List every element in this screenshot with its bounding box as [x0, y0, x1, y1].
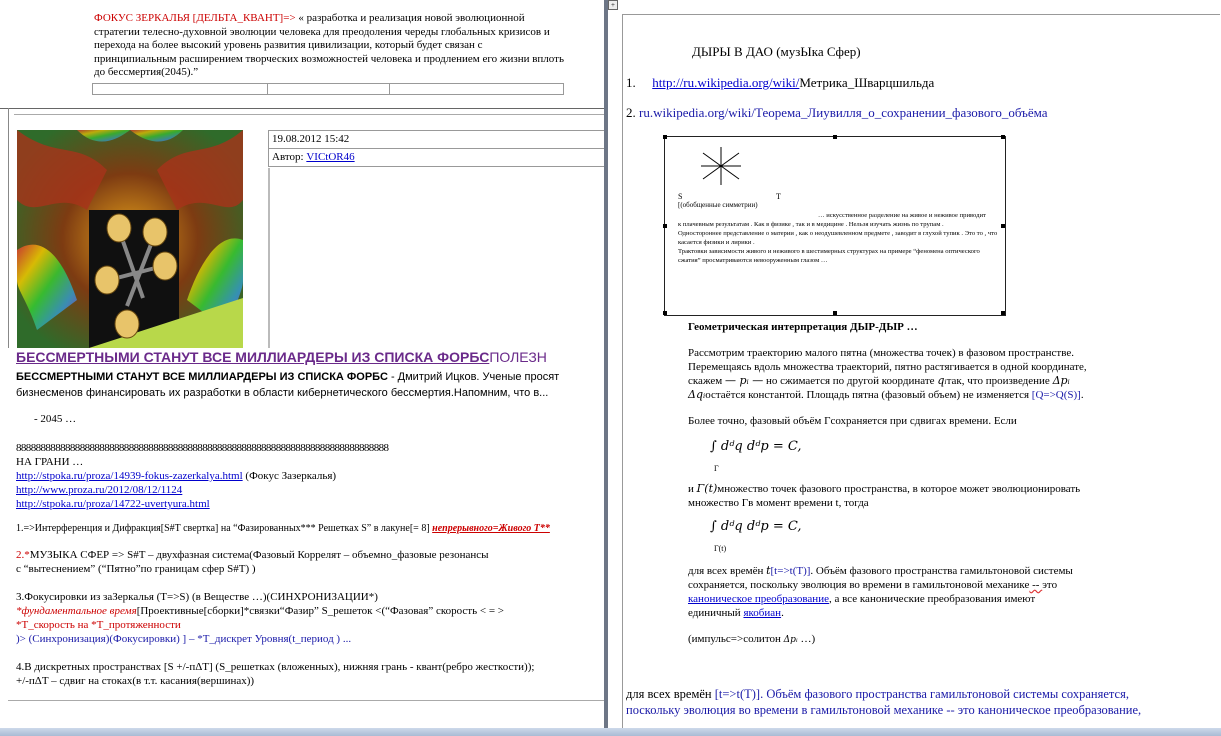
item-3-red: *фундаментальное время	[16, 605, 137, 617]
geo-p2: Более точно, фазовый объём Γсохраняется при сдвигах времени. Если	[688, 415, 1017, 427]
geo-title: Геометрическая интерпретация ДЫР-ДЫР …	[688, 321, 918, 333]
link-uvertyura[interactable]: http://stpoka.ru/proza/14722-uvertyura.html	[16, 498, 210, 510]
headline-tail: ПОЛЕЗН	[489, 349, 547, 365]
geo-p4-dash: --	[1029, 579, 1043, 591]
links-block	[16, 441, 604, 511]
page-title: ДЫРЫ В ДАО (музЫка Сфер)	[692, 44, 861, 59]
formula-2	[710, 520, 1088, 554]
item-4	[16, 660, 604, 688]
taskbar[interactable]	[0, 728, 1221, 736]
geo-paragraph-3	[688, 482, 1088, 510]
item-4-line1: 4.В дискретных пространствах [S +/-пΔT] (S_решетках (вложенных), нижняя грань - квант(ребро жесткости));	[16, 661, 535, 673]
table-move-handle-icon[interactable]: +	[608, 0, 618, 10]
geo-p1: Рассмотрим траекторию малого пятна (множества точек) в фазовом пространстве. Перемещаясь вдоль множества траекторий, пятно растягивается в одной координате, скажем	[688, 347, 1087, 387]
box-p2: к плачевным результатам . Как в физике , так и в медицине . Нельзя изучать жизнь по трупам .	[678, 221, 944, 228]
bottom-1-link[interactable]: [t=>t(T)]	[714, 687, 761, 701]
list-item-1-text: Метрика_Шварцшильда	[799, 75, 935, 90]
list-item-2	[626, 105, 1048, 121]
header-quote: « разработка и реализация новой эволюционной стратегии телесно-духовной эволюции человека для преодоления череды глобальных кризисов и перехода на более высокий уровень развития цивилизации, который будет связан с принципиальным расширением творческих возможностей человека и продлением его жизни вплоть до бессмертия(2045).”	[94, 12, 564, 78]
geo-p5-end: …)	[800, 633, 816, 645]
geo-p1-link[interactable]: [Q=>Q(S)]	[1031, 389, 1081, 401]
item-3-line3: *T_скорость на *T_протяженности	[16, 619, 181, 631]
geo-p4-link[interactable]: [t=>t(T)]	[770, 565, 811, 577]
geo-p4b: . Объём фазового пространства гамильтоновой системы сохраняется, поскольку эволюция во времени в гамильтоновой механике	[688, 565, 1073, 591]
right-document-page	[608, 0, 1221, 728]
geo-paragraph-4: для всех времён t[t=>t(T)]. Объём фазового пространства гамильтоновой системы сохраняется, поскольку эволюция во времени в гамильтоновой механике -- это каноническое преобразование, а все канонические преобразования имеют единичный якобиан.	[688, 564, 1073, 619]
box-p3: Одностороннее представление о материи , как о неодушевленном предмете , заводит в глухой тупик . Это то , что касается физики и лирики .	[678, 230, 998, 246]
item-3	[16, 590, 604, 646]
formula-2-sub: Γ(t)	[714, 544, 727, 553]
bottom-paragraph	[626, 686, 1216, 718]
author-row	[269, 149, 604, 167]
author-label: Автор:	[272, 151, 307, 163]
formula-1	[710, 440, 1088, 474]
on-edge-label: НА ГРАНИ …	[16, 456, 84, 468]
left-document-page	[0, 0, 604, 728]
summary-rest: - Дмитрий Ицков. Ученые просят	[387, 371, 560, 383]
geo-p4a: для всех времён	[688, 565, 767, 577]
bottom-1a: для всех времён	[626, 687, 715, 701]
link-canonical[interactable]: каноническое преобразование	[688, 593, 829, 605]
geo-p1-c: так, что произведение	[946, 375, 1050, 387]
geo-p5: (импульс=>солитон	[688, 633, 781, 645]
item-3-line4: )> (Синхронизация)(Фокусировки) ] – *T_дискрет Уровня(t_период ) ...	[16, 633, 352, 645]
geo-paragraph-5	[688, 632, 1088, 647]
geo-p1-qi: qᵢ	[937, 374, 947, 387]
box-text	[678, 211, 998, 265]
link-wiki[interactable]: http://ru.wikipedia.org/wiki/	[652, 75, 800, 90]
formula-1-text: ∫ dᵈq dᵈp = C,	[710, 439, 802, 454]
symmetry-star-icon	[695, 143, 747, 189]
link-fokus-note: (Фокус Зазеркалья)	[242, 470, 337, 482]
separator-line: 8888888888888888888888888888888888888888888888888888888888888888888888888888	[16, 442, 389, 454]
item-2-text: МУЗЫКА СФЕР => S#T – двухфазная система(Фазовый Коррелят – объемно_фазовые резонансы	[29, 549, 489, 561]
item-2-line2: с “вытеснением” (“Пятно”по границам сфер S#T) )	[16, 563, 256, 575]
geo-p1-d: Δpᵢ Δqᵢ	[688, 374, 1070, 401]
item-2-num: 2.*	[16, 549, 30, 561]
geo-p3a: и	[688, 483, 697, 495]
headline-link[interactable]: БЕССМЕРТНЫМИ СТАНУТ ВСЕ МИЛЛИАРДЕРЫ ИЗ СПИСКА ФОРБС	[16, 349, 490, 365]
box-p4: Трактовки зависимости живого и неживого в шестимерных структурах на примере “феномена оптического сжатия” просматриваются невооруженным глазом …	[678, 248, 980, 264]
link-jacobian[interactable]: якобиан	[743, 607, 782, 619]
item-1-text: 1.=>Интерференция и Дифракция[S#T свертка] на “Фазированных*** Решетках S” в лакуне[= 8]	[16, 523, 430, 534]
article-image[interactable]	[17, 130, 243, 348]
list-item-2-num: 2.	[626, 105, 636, 120]
formula-1-sub: Γ	[714, 464, 719, 473]
box-label: [(обобщенные симметрии)	[678, 201, 758, 209]
fractal-picture	[17, 130, 243, 348]
geo-p3b: множество точек фазового пространства, в которое может эволюционировать множество Γв момент времени t, тогда	[688, 483, 1081, 509]
symbol-t: T	[776, 192, 781, 201]
symbol-s: S	[678, 192, 683, 201]
year-line: - 2045 …	[34, 413, 77, 425]
summary-bold: БЕССМЕРТНЫМИ СТАНУТ ВСЕ МИЛЛИАРДЕРЫ ИЗ СПИСКА ФОРБС	[16, 371, 388, 383]
embedded-object[interactable]	[664, 136, 1006, 316]
geo-p3-gt: Γ(t)	[696, 482, 718, 495]
geo-p4c: это	[1042, 579, 1058, 591]
header-label: ФОКУС ЗЕРКАЛЬЯ [ДЕЛЬТА_КВАНТ]=>	[94, 12, 296, 24]
bottom-1b: . Объём фазового пространства гамильтоновой системы сохраняется,	[760, 687, 1129, 701]
list-item-1	[626, 75, 934, 91]
box-p1: … искусственное разделение на живое и неживое приводит	[818, 212, 986, 219]
bottom-2: поскольку эволюция во времени в гамильтоновой механике -- это каноническое преобразование,	[626, 703, 1142, 717]
geo-p1-b: но сжимается по другой координате	[766, 375, 935, 387]
author-link[interactable]: VICtOR46	[306, 151, 355, 163]
header-paragraph	[94, 12, 564, 80]
item-3-line1: 3.Фокусировки из заЗеркалья (T=>S) (в Веществе …)(СИНХРОНИЗАЦИИ*)	[16, 591, 378, 603]
link-fokus[interactable]: http://stpoka.ru/proza/14939-fokus-zazerkalya.html	[16, 470, 243, 482]
geo-p1-pi: — pᵢ —	[725, 374, 764, 387]
summary	[16, 369, 604, 401]
link-liouville[interactable]: ru.wikipedia.org/wiki/Теорема_Лиувилля_о_сохранении_фазового_объёма	[639, 105, 1048, 120]
geo-p4-t: t	[766, 564, 771, 577]
header-table	[92, 83, 564, 95]
item-4-line2: +/-пΔT – сдвиг на стоках(в т.т. касания(вершинах))	[16, 675, 255, 687]
headline[interactable]	[16, 348, 604, 366]
geo-p1-e: остаётся константой. Площадь пятна (фазовый объем) не изменяется	[705, 389, 1030, 401]
meta-table	[268, 130, 604, 167]
formula-2-text: ∫ dᵈq dᵈp = C,	[710, 519, 802, 534]
geo-p5-d: Δpᵢ	[783, 635, 798, 645]
geometric-section	[688, 320, 1088, 647]
item-2	[16, 548, 604, 576]
item-1-tail: непрерывного=Живого Т**	[432, 523, 550, 534]
geo-p4d: , а все канонические преобразования имеют единичный	[688, 593, 1036, 619]
geo-paragraph-1: Рассмотрим траекторию малого пятна (множества точек) в фазовом пространстве. Перемещаясь вдоль множества траекторий, пятно растягивается в одной координате, скажем — pᵢ — но сжимается по другой координате qᵢтак, что произведение Δpᵢ Δqᵢостаётся константой. Площадь пятна (фазовый объем) не изменяется [Q=>Q(S)].	[688, 347, 1087, 401]
link-proza[interactable]: http://www.proza.ru/2012/08/12/1124	[16, 484, 183, 496]
item-1	[16, 522, 604, 536]
list-item-1-num: 1.	[626, 75, 636, 90]
post-date: 19.08.2012 15:42	[269, 131, 604, 149]
item-3-rest: [Проективные[сборки]*связки“Фазир” S_решеток <(“Фазовая” скорость < = >	[136, 605, 504, 617]
summary-line2: бизнесменов финансировать их разработки в области кибернетического бессмертия.Напомним, что в...	[16, 387, 549, 399]
